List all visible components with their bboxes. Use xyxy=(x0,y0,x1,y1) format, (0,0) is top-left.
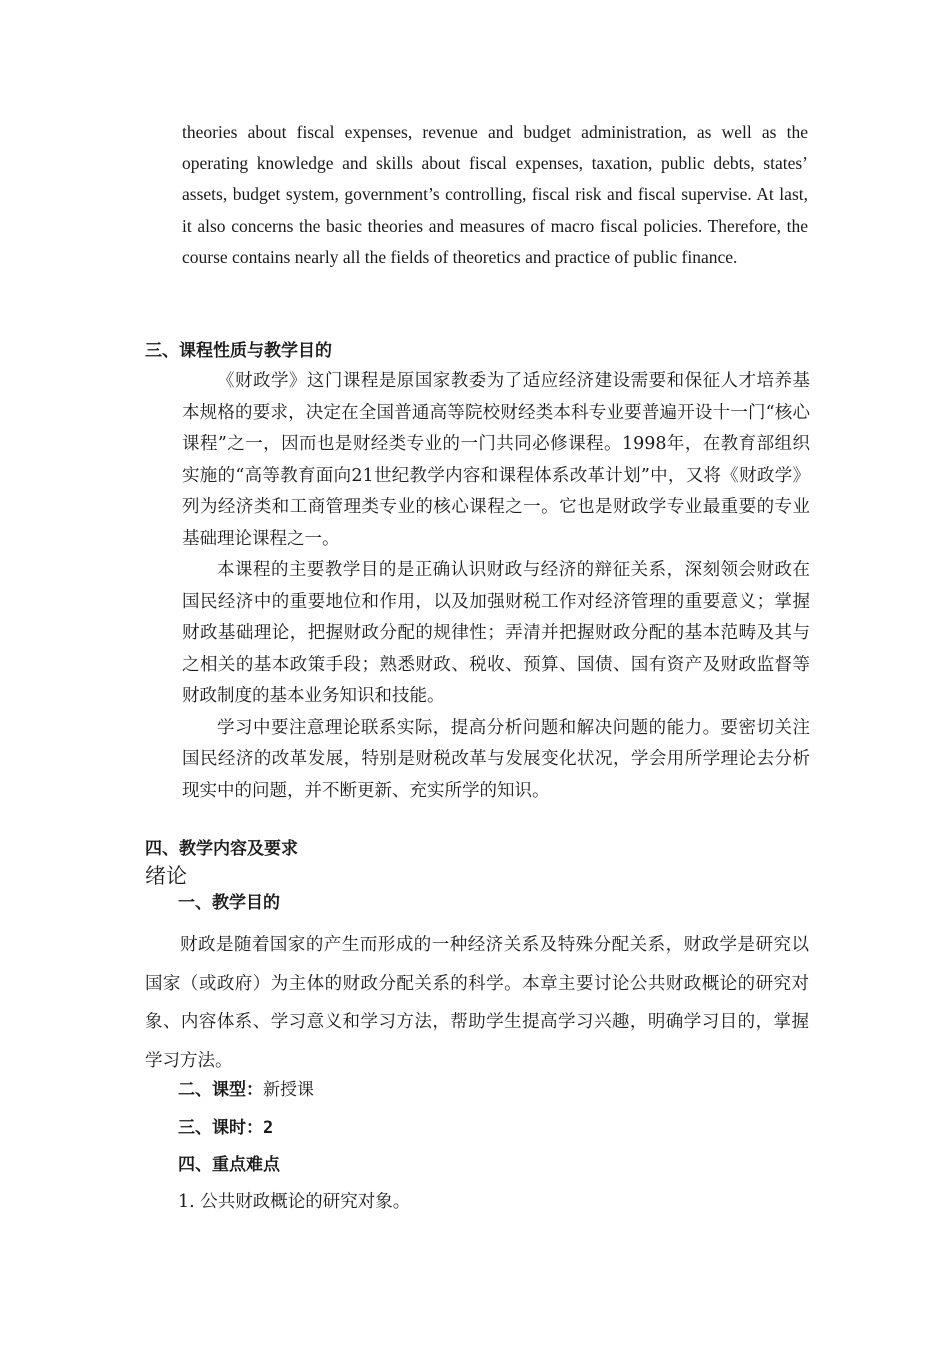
section-three-heading: 三、课程性质与教学目的 xyxy=(145,341,332,361)
section-three-body xyxy=(182,366,810,807)
class-type-line xyxy=(178,1078,314,1102)
class-hours-line xyxy=(178,1116,273,1140)
class-type-label: 二、课型： xyxy=(178,1080,263,1100)
english-intro-paragraph: theories about fiscal expenses, revenue and budget administration, as well as the operating knowledge and skills about fiscal expenses, taxation, public debts, states’ assets, budget system, government’s controlling, fiscal risk and fiscal supervise. At last, it also concerns the basic theories and measures of macro fiscal policies. Therefore, the course contains nearly all the fields of theoretics and practice of public finance. xyxy=(182,122,808,267)
key-point-item: 1. 公共财政概论的研究对象。 xyxy=(178,1192,411,1212)
objective-heading: 一、教学目的 xyxy=(178,893,280,913)
class-type-value: 新授课 xyxy=(263,1080,314,1100)
teaching-purpose-paragraph: 本课程的主要教学目的是正确认识财政与经济的辩征关系，深刻领会财政在国民经济中的重要地位和作用，以及加强财税工作对经济管理的重要意义；掌握财政基础理论，把握财政分配的规律性；弄清并把握财政分配的基本范畴及其与之相关的基本政策手段；熟悉财政、税收、预算、国债、国有资产及财政监督等财政制度的基本业务知识和技能。 xyxy=(182,560,810,706)
study-advice-paragraph: 学习中要注意理论联系实际，提高分析问题和解决问题的能力。要密切关注国民经济的改革发展，特别是财税改革与发展变化状况，学会用所学理论去分析现实中的问题，并不断更新、充实所学的知识。 xyxy=(182,717,810,801)
section-four-heading: 四、教学内容及要求 xyxy=(145,839,298,859)
class-hours-label: 三、课时： xyxy=(178,1118,263,1138)
course-nature-paragraph: 《财政学》这门课程是原国家教委为了适应经济建设需要和保征人才培养基本规格的要求，决定在全国普通高等院校财经类本科专业要普遍开设十一门“核心课程”之一，因而也是财经类专业的一门共同必修课程。1998年，在教育部组织实施的“高等教育面向21世纪教学内容和课程体系改革计划”中，又将《财政学》列为经济类和工商管理类专业的核心课程之一。它也是财政学专业最重要的专业基础理论课程之一。 xyxy=(182,371,810,549)
objective-paragraph: 财政是随着国家的产生而形成的一种经济关系及特殊分配关系，财政学是研究以国家（或政府）为主体的财政分配关系的科学。本章主要讨论公共财政概论的研究对象、内容体系、学习意义和学习方法，帮助学生提高学习兴趣，明确学习目的，掌握学习方法。 xyxy=(145,935,809,1071)
chapter-title: 绪论 xyxy=(145,864,187,888)
class-hours-value: 2 xyxy=(263,1118,274,1138)
key-points-heading: 四、重点难点 xyxy=(178,1155,280,1175)
